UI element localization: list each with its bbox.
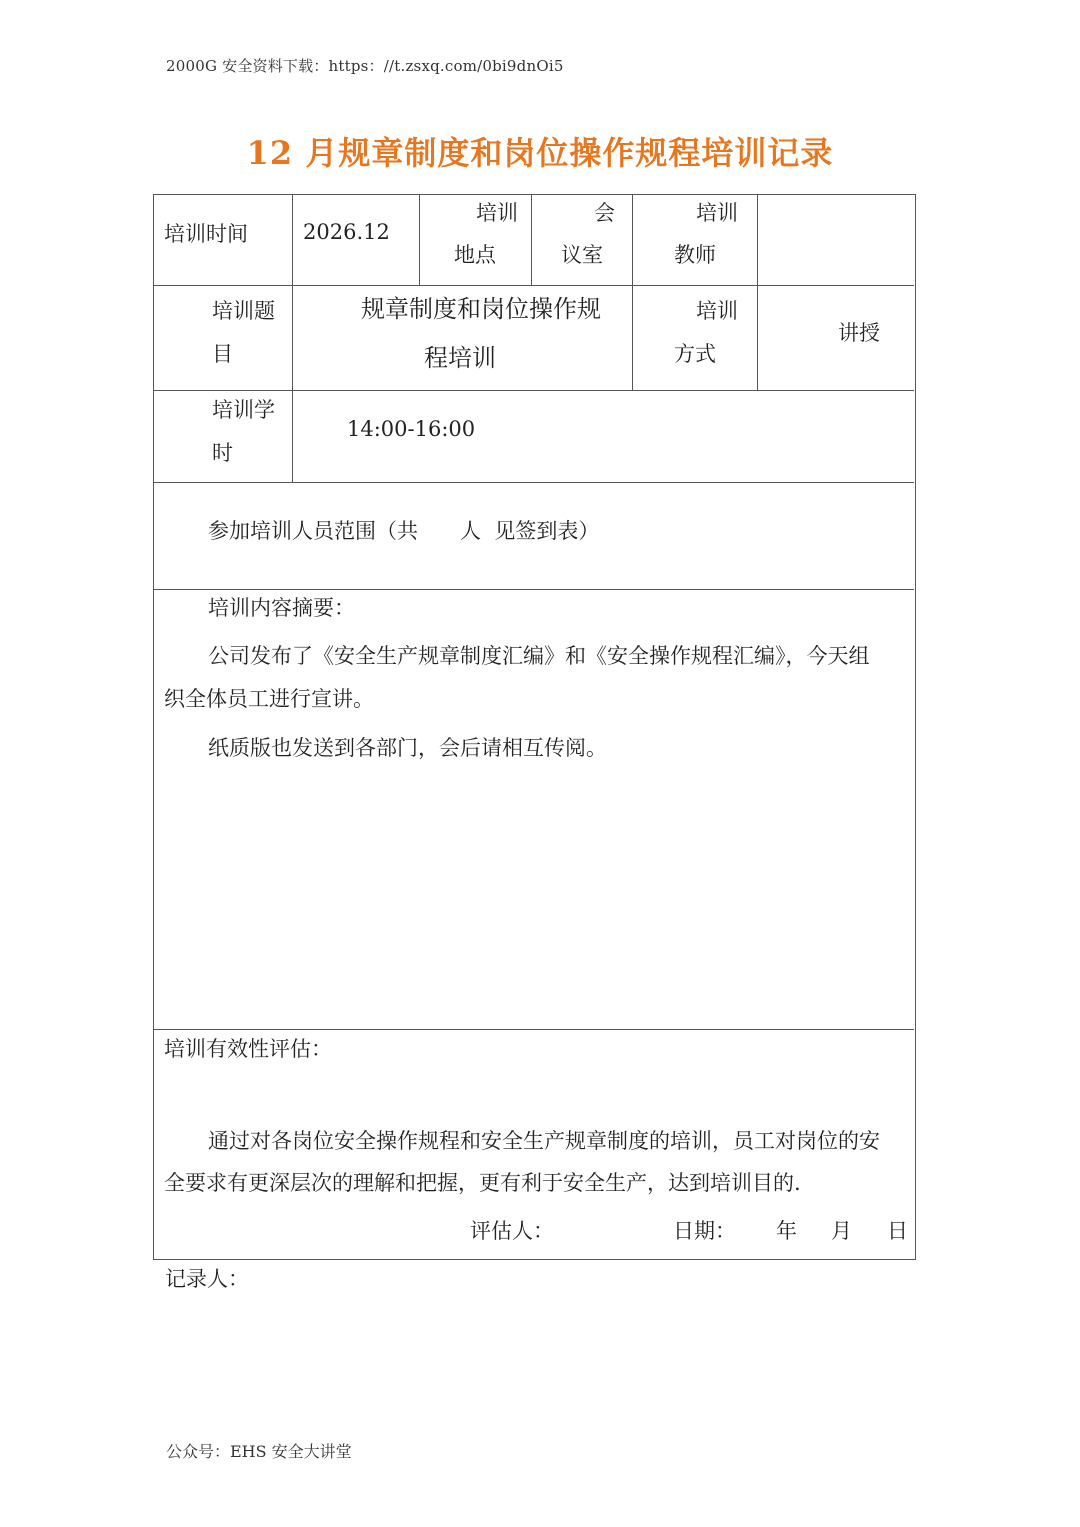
- summary-text: 公司发布了《安全生产规章制度汇编》和《安全操作规程汇编》，今天组: [208, 644, 870, 668]
- summary-heading: 培训内容摘要：: [208, 596, 355, 620]
- training-method-label: 培训: [696, 299, 738, 323]
- training-hours-value: 14:00-16:00: [347, 417, 476, 441]
- evaluation-text: 全要求有更深层次的理解和把握，更有利于安全生产，达到培训目的.: [164, 1171, 801, 1195]
- training-teacher-label: 教师: [674, 243, 716, 267]
- training-method-label: 方式: [674, 342, 716, 366]
- col-divider: [757, 195, 758, 390]
- training-location-label: 地点: [454, 243, 496, 267]
- recorder-label: 记录人：: [165, 1267, 249, 1291]
- training-hours-label: 培训学: [212, 398, 275, 422]
- col-divider: [632, 195, 633, 390]
- summary-text: 织全体员工进行宣讲。: [164, 687, 374, 711]
- training-method-value: 讲授: [838, 321, 880, 345]
- date-day: 日: [887, 1219, 908, 1243]
- col-divider: [531, 195, 532, 285]
- footer-note: 公众号：EHS 安全大讲堂: [166, 1442, 352, 1461]
- row-divider: [154, 482, 914, 483]
- row-divider: [154, 285, 914, 286]
- download-note: 2000G 安全资料下载：https：//t.zsxq.com/0bi9dnOi5: [166, 57, 564, 75]
- evaluation-heading: 培训有效性评估：: [164, 1037, 332, 1061]
- training-record-table: [153, 194, 916, 1260]
- date-year: 年: [776, 1219, 797, 1243]
- row-divider: [154, 390, 914, 391]
- page-title: 12 月规章制度和岗位操作规程培训记录: [246, 134, 834, 172]
- training-teacher-label: 培训: [696, 201, 738, 225]
- training-location-value: 议室: [561, 243, 603, 267]
- row-divider: [154, 1029, 914, 1030]
- training-topic-label: 培训题: [212, 299, 275, 323]
- training-topic-value: 规章制度和岗位操作规: [361, 295, 601, 323]
- col-divider: [292, 195, 293, 482]
- training-topic-label: 目: [212, 342, 233, 366]
- training-location-value: 会: [594, 201, 615, 225]
- training-time-label: 培训时间: [164, 222, 248, 246]
- training-topic-value: 程培训: [424, 344, 496, 372]
- summary-text: 纸质版也发送到各部门，会后请相互传阅。: [208, 736, 607, 760]
- participants-scope: 参加培训人员范围（共 人 见签到表）: [208, 519, 600, 543]
- evaluator-label: 评估人：: [470, 1219, 554, 1243]
- date-month: 月: [831, 1219, 852, 1243]
- col-divider: [419, 195, 420, 285]
- training-hours-label: 时: [212, 441, 233, 465]
- training-time-value: 2026.12: [303, 220, 390, 244]
- date-label: 日期：: [673, 1219, 736, 1243]
- row-divider: [154, 589, 914, 590]
- evaluation-text: 通过对各岗位安全操作规程和安全生产规章制度的培训，员工对岗位的安: [208, 1129, 880, 1153]
- training-location-label: 培训: [476, 201, 518, 225]
